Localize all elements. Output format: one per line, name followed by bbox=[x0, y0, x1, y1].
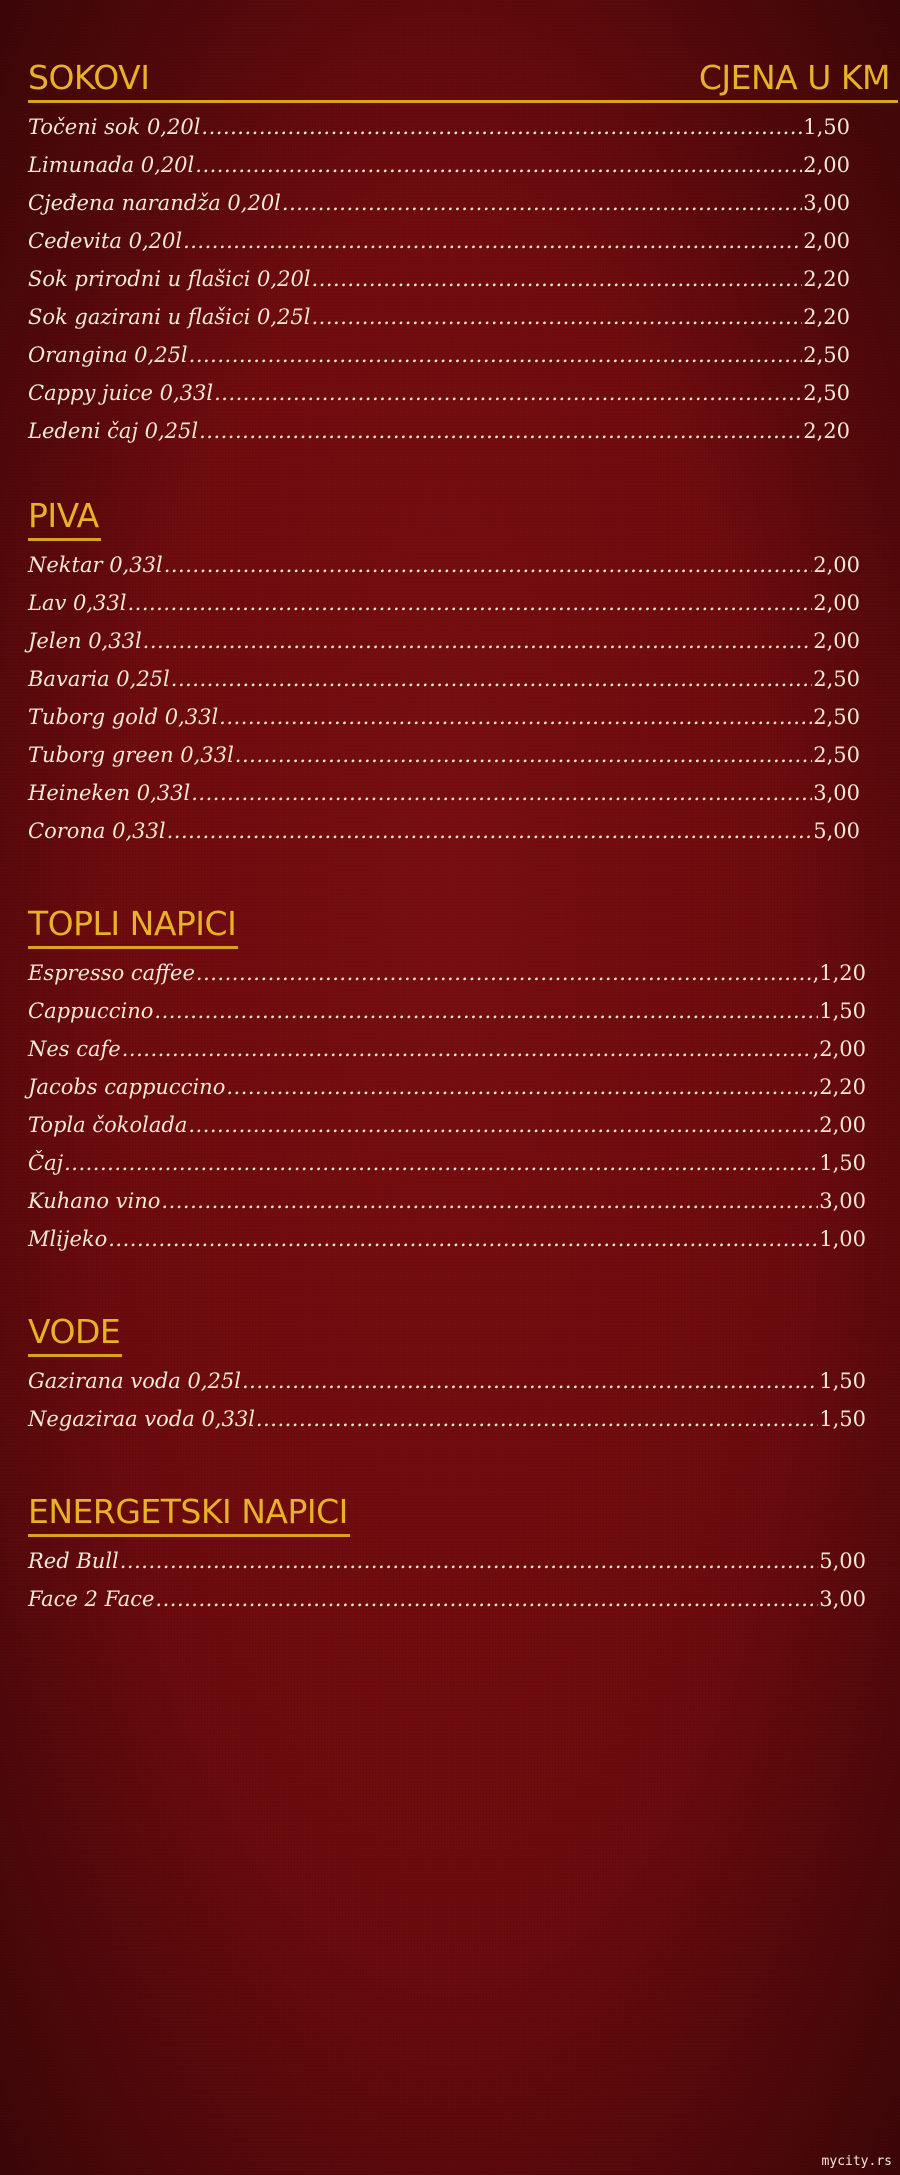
dot-leader bbox=[171, 660, 812, 698]
item-name: Corona 0,33l bbox=[28, 819, 166, 843]
item-price: 2,50 bbox=[813, 743, 860, 767]
dot-leader bbox=[188, 1106, 818, 1144]
section-header bbox=[28, 902, 898, 950]
item-name: Sok prirodni u flašici 0,20l bbox=[28, 267, 311, 291]
list-item bbox=[28, 260, 850, 298]
dot-leader bbox=[312, 298, 803, 336]
item-name: Red Bull bbox=[28, 1549, 119, 1573]
list-item bbox=[28, 1182, 866, 1220]
section-header bbox=[28, 494, 898, 542]
item-price: 2,00 bbox=[803, 229, 850, 253]
section-title: SOKOVI bbox=[28, 56, 898, 103]
list-item bbox=[28, 1400, 866, 1438]
dot-leader bbox=[167, 812, 813, 850]
section-topli-napici bbox=[28, 902, 900, 1258]
item-price: 5,00 bbox=[813, 819, 860, 843]
item-name: Cedevita 0,20l bbox=[28, 229, 183, 253]
dot-leader bbox=[154, 992, 818, 1030]
list-item bbox=[28, 992, 866, 1030]
item-name: Face 2 Face bbox=[28, 1587, 155, 1611]
section-title: ENERGETSKI NAPICI bbox=[28, 1490, 350, 1537]
dot-leader bbox=[143, 622, 813, 660]
item-price: 2,00 bbox=[819, 1113, 866, 1137]
item-price: 3,00 bbox=[803, 191, 850, 215]
dot-leader bbox=[226, 1068, 811, 1106]
dot-leader bbox=[256, 1400, 818, 1438]
item-list bbox=[28, 954, 866, 1258]
item-price: 2,00 bbox=[803, 153, 850, 177]
item-list bbox=[28, 108, 850, 450]
item-price: 1,50 bbox=[803, 115, 850, 139]
item-name: Nes cafe bbox=[28, 1037, 121, 1061]
dot-leader bbox=[242, 1362, 818, 1400]
list-item bbox=[28, 736, 860, 774]
item-name: Mlijeko bbox=[28, 1227, 108, 1251]
dot-leader bbox=[183, 222, 802, 260]
section-header bbox=[28, 1490, 898, 1538]
list-item bbox=[28, 1220, 866, 1258]
list-item bbox=[28, 1106, 866, 1144]
item-name: Negaziraa voda 0,33l bbox=[28, 1407, 255, 1431]
dot-leader bbox=[214, 374, 802, 412]
item-price: 2,50 bbox=[813, 667, 860, 691]
list-item bbox=[28, 298, 850, 336]
section-sokovi bbox=[28, 56, 900, 450]
list-item bbox=[28, 222, 850, 260]
item-name: Gazirana voda 0,25l bbox=[28, 1369, 241, 1393]
watermark: mycity.rs bbox=[821, 2154, 892, 2169]
item-price: ,2,00 bbox=[812, 1037, 866, 1061]
item-price: 5,00 bbox=[819, 1549, 866, 1573]
list-item bbox=[28, 146, 850, 184]
list-item bbox=[28, 584, 860, 622]
item-name: Sok gazirani u flašici 0,25l bbox=[28, 305, 311, 329]
item-price: 2,50 bbox=[803, 343, 850, 367]
section-piva bbox=[28, 494, 900, 850]
item-name: Nektar 0,33l bbox=[28, 553, 163, 577]
item-price: 1,50 bbox=[819, 1369, 866, 1393]
dot-leader bbox=[282, 184, 802, 222]
item-name: Cjeđena narandža 0,20l bbox=[28, 191, 281, 215]
list-item bbox=[28, 1542, 866, 1580]
item-price: 2,00 bbox=[813, 591, 860, 615]
list-item bbox=[28, 660, 860, 698]
dot-leader bbox=[108, 1220, 818, 1258]
item-price: 2,00 bbox=[813, 553, 860, 577]
list-item bbox=[28, 622, 860, 660]
section-header bbox=[28, 56, 898, 104]
dot-leader bbox=[201, 108, 802, 146]
item-price: 2,50 bbox=[803, 381, 850, 405]
list-item bbox=[28, 1068, 866, 1106]
section-title: TOPLI NAPICI bbox=[28, 902, 238, 949]
list-item bbox=[28, 108, 850, 146]
dot-leader bbox=[191, 774, 812, 812]
item-price: ,2,20 bbox=[812, 1075, 866, 1099]
item-list bbox=[28, 1362, 866, 1438]
dot-leader bbox=[161, 1182, 818, 1220]
item-name: Orangina 0,25l bbox=[28, 343, 188, 367]
item-name: Točeni sok 0,20l bbox=[28, 115, 201, 139]
dot-leader bbox=[127, 584, 812, 622]
dot-leader bbox=[120, 1542, 818, 1580]
item-name: Ledeni čaj 0,25l bbox=[28, 419, 199, 443]
section-energetski-napici bbox=[28, 1490, 900, 1618]
dot-leader bbox=[155, 1580, 818, 1618]
item-name: Cappuccino bbox=[28, 999, 154, 1023]
list-item bbox=[28, 774, 860, 812]
list-item bbox=[28, 1030, 866, 1068]
dot-leader bbox=[235, 736, 812, 774]
section-vode bbox=[28, 1310, 900, 1438]
section-title: PIVA bbox=[28, 494, 101, 541]
dot-leader bbox=[312, 260, 803, 298]
drinks-menu bbox=[28, 56, 900, 1618]
item-price: ,1,20 bbox=[812, 961, 866, 985]
item-name: Tuborg gold 0,33l bbox=[28, 705, 219, 729]
list-item bbox=[28, 698, 860, 736]
item-name: Lav 0,33l bbox=[28, 591, 127, 615]
list-item bbox=[28, 1362, 866, 1400]
dot-leader bbox=[196, 954, 812, 992]
dot-leader bbox=[199, 412, 802, 450]
item-name: Tuborg green 0,33l bbox=[28, 743, 234, 767]
item-price: 1,00 bbox=[819, 1227, 866, 1251]
list-item bbox=[28, 336, 850, 374]
item-price: 3,00 bbox=[819, 1587, 866, 1611]
list-item bbox=[28, 812, 860, 850]
item-name: Limunada 0,20l bbox=[28, 153, 195, 177]
item-price: 1,50 bbox=[819, 999, 866, 1023]
item-price: 1,50 bbox=[819, 1151, 866, 1175]
list-item bbox=[28, 412, 850, 450]
item-list bbox=[28, 546, 860, 850]
list-item bbox=[28, 1144, 866, 1182]
dot-leader bbox=[189, 336, 803, 374]
item-name: Čaj bbox=[28, 1151, 64, 1175]
item-name: Cappy juice 0,33l bbox=[28, 381, 214, 405]
list-item bbox=[28, 374, 850, 412]
item-price: 2,00 bbox=[813, 629, 860, 653]
section-title: VODE bbox=[28, 1310, 122, 1357]
dot-leader bbox=[122, 1030, 812, 1068]
item-price: 2,20 bbox=[803, 419, 850, 443]
item-price: 1,50 bbox=[819, 1407, 866, 1431]
list-item bbox=[28, 546, 860, 584]
item-price: 3,00 bbox=[819, 1189, 866, 1213]
item-name: Espresso caffee bbox=[28, 961, 195, 985]
item-price: 2,50 bbox=[813, 705, 860, 729]
item-name: Kuhano vino bbox=[28, 1189, 161, 1213]
list-item bbox=[28, 954, 866, 992]
item-price: 3,00 bbox=[813, 781, 860, 805]
item-name: Jelen 0,33l bbox=[28, 629, 142, 653]
dot-leader bbox=[195, 146, 802, 184]
price-column-header: CJENA U KM bbox=[698, 58, 890, 97]
item-name: Topla čokolada bbox=[28, 1113, 188, 1137]
dot-leader bbox=[64, 1144, 818, 1182]
list-item bbox=[28, 1580, 866, 1618]
dot-leader bbox=[164, 546, 813, 584]
item-name: Jacobs cappuccino bbox=[28, 1075, 226, 1099]
item-price: 2,20 bbox=[803, 267, 850, 291]
item-name: Bavaria 0,25l bbox=[28, 667, 170, 691]
list-item bbox=[28, 184, 850, 222]
dot-leader bbox=[219, 698, 812, 736]
item-price: 2,20 bbox=[803, 305, 850, 329]
item-name: Heineken 0,33l bbox=[28, 781, 191, 805]
item-list bbox=[28, 1542, 866, 1618]
section-header bbox=[28, 1310, 898, 1358]
